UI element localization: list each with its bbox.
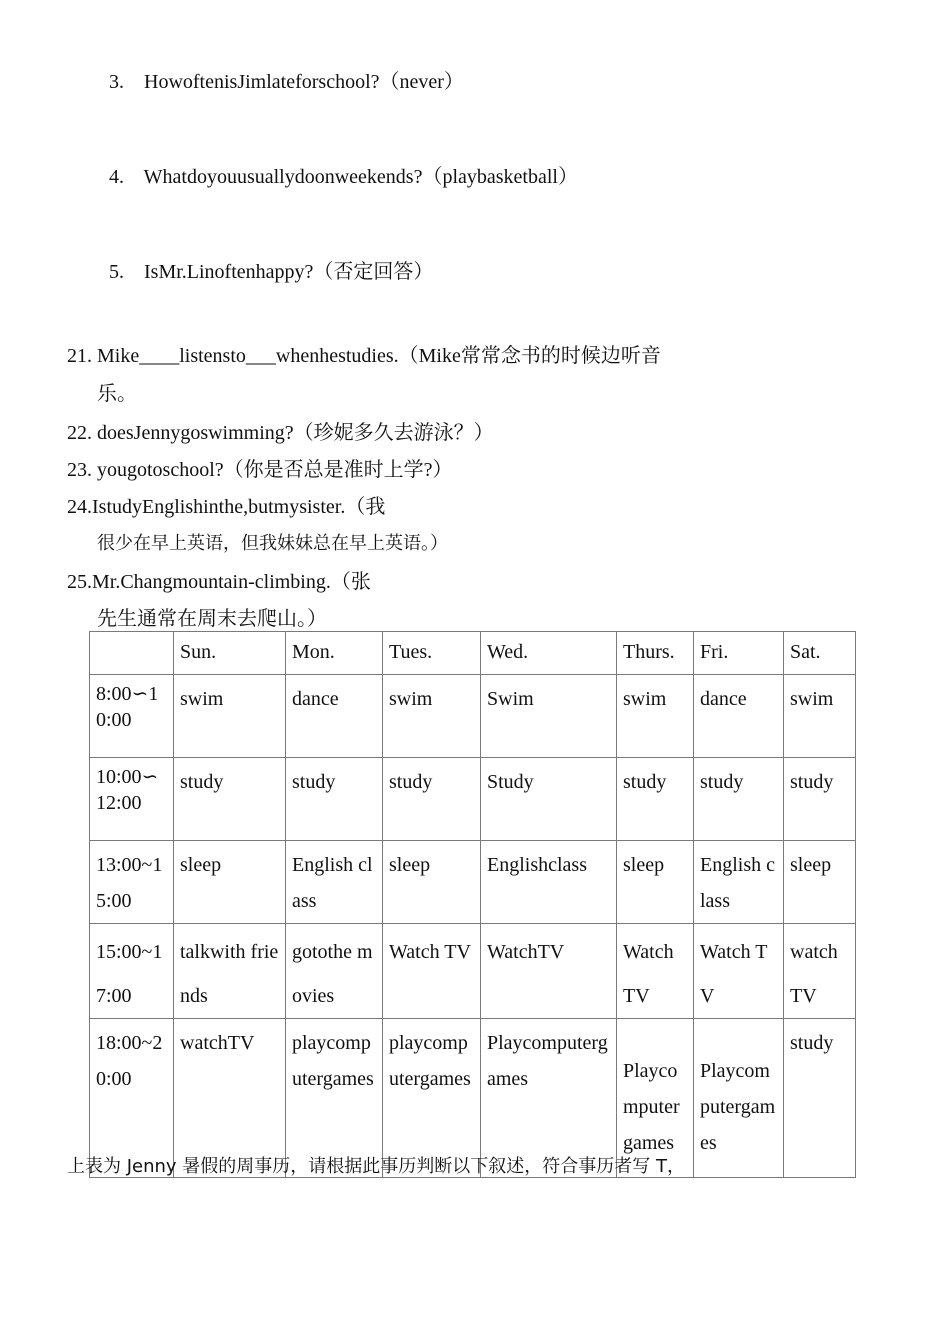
table-cell: gotothe movies xyxy=(286,924,383,1019)
exercise-23: 23. yougotoschool?（你是否总是准时上学?） xyxy=(67,459,453,481)
table-cell: swim xyxy=(784,675,856,758)
question-text: HowoftenisJimlateforschool?（never） xyxy=(144,71,464,93)
table-cell: dance xyxy=(694,675,784,758)
table-cell: WatchTV xyxy=(481,924,617,1019)
header-cell-fri: Fri. xyxy=(694,632,784,675)
time-cell: 15:00~17:00 xyxy=(90,924,174,1019)
table-header-row xyxy=(90,632,856,675)
exercise-21: 21. Mike____listensto___whenhestudies.（Mike常常念书的时候边听音 xyxy=(67,345,661,367)
question-number: 5. xyxy=(109,261,124,283)
question-text: Whatdoyouusuallydoonweekends?（playbasketball） xyxy=(143,166,578,188)
exercise-25-cont: 先生通常在周末去爬山。） xyxy=(97,608,327,630)
table-row xyxy=(90,841,856,924)
table-row xyxy=(90,924,856,1019)
time-cell xyxy=(90,675,174,758)
table-cell: sleep xyxy=(617,841,694,924)
table-cell: talkwith friends xyxy=(174,924,286,1019)
table-cell: Watch TV xyxy=(694,924,784,1019)
table-cell: playcomputergames xyxy=(286,1019,383,1178)
table-cell: Englishclass xyxy=(481,841,617,924)
cell-spacer xyxy=(700,1025,777,1053)
table-cell: swim xyxy=(174,675,286,758)
table-cell: sleep xyxy=(174,841,286,924)
table-cell: Watch TV xyxy=(383,924,481,1019)
table-cell xyxy=(694,1019,784,1178)
time-cell: 13:00~15:00 xyxy=(90,841,174,924)
question-5 xyxy=(109,260,433,284)
exercise-24-cont: 很少在早上英语，但我妹妹总在早上英语。） xyxy=(97,533,448,554)
header-cell-sat: Sat. xyxy=(784,632,856,675)
table-cell: study xyxy=(286,758,383,841)
table-cell: sleep xyxy=(784,841,856,924)
time-label: 8:00∽10:00 xyxy=(96,683,159,731)
footer-instruction: 上表为 Jenny 暑假的周事历，请根据此事历判断以下叙述，符合事历者写 T， xyxy=(67,1156,686,1177)
table-cell: watch TV xyxy=(784,924,856,1019)
table-row xyxy=(90,675,856,758)
schedule-table xyxy=(89,631,856,1178)
question-number: 4. xyxy=(109,166,124,188)
time-cell: 18:00~20:00 xyxy=(90,1019,174,1178)
header-cell-empty xyxy=(90,632,174,675)
time-cell xyxy=(90,758,174,841)
table-cell: Swim xyxy=(481,675,617,758)
table-cell: swim xyxy=(617,675,694,758)
table-cell: watchTV xyxy=(174,1019,286,1178)
header-cell-sun: Sun. xyxy=(174,632,286,675)
cell-text: Playcomputergames xyxy=(700,1060,776,1154)
exercise-25: 25.Mr.Changmountain-climbing.（张 xyxy=(67,571,371,593)
question-text: IsMr.Linoftenhappy?（否定回答） xyxy=(144,261,434,283)
cell-spacer xyxy=(623,1025,687,1053)
header-cell-tues: Tues. xyxy=(383,632,481,675)
header-cell-thurs: Thurs. xyxy=(617,632,694,675)
table-cell: Study xyxy=(481,758,617,841)
table-cell: sleep xyxy=(383,841,481,924)
table-cell: study xyxy=(617,758,694,841)
table-cell: study xyxy=(694,758,784,841)
table-cell: study xyxy=(174,758,286,841)
header-cell-wed: Wed. xyxy=(481,632,617,675)
table-cell: swim xyxy=(383,675,481,758)
table-cell: study xyxy=(784,758,856,841)
table-cell: study xyxy=(383,758,481,841)
table-cell: study xyxy=(784,1019,856,1178)
table-row xyxy=(90,758,856,841)
exercise-21-cont: 乐。 xyxy=(97,383,137,405)
table-cell: English class xyxy=(694,841,784,924)
time-label: 10:00∽12:00 xyxy=(96,766,159,814)
table-cell: English class xyxy=(286,841,383,924)
exercise-22: 22. doesJennygoswimming?（珍妮多久去游泳？） xyxy=(67,422,494,444)
table-cell: dance xyxy=(286,675,383,758)
exercise-24: 24.IstudyEnglishinthe,butmysister.（我 xyxy=(67,496,386,518)
question-number: 3. xyxy=(109,71,124,93)
header-cell-mon: Mon. xyxy=(286,632,383,675)
question-4 xyxy=(109,165,578,189)
table-cell: Watch TV xyxy=(617,924,694,1019)
cell-text: Playcomputergames xyxy=(623,1060,680,1154)
table-cell: playcomputergames xyxy=(383,1019,481,1178)
question-3 xyxy=(109,70,464,94)
table-cell: Playcomputergames xyxy=(481,1019,617,1178)
